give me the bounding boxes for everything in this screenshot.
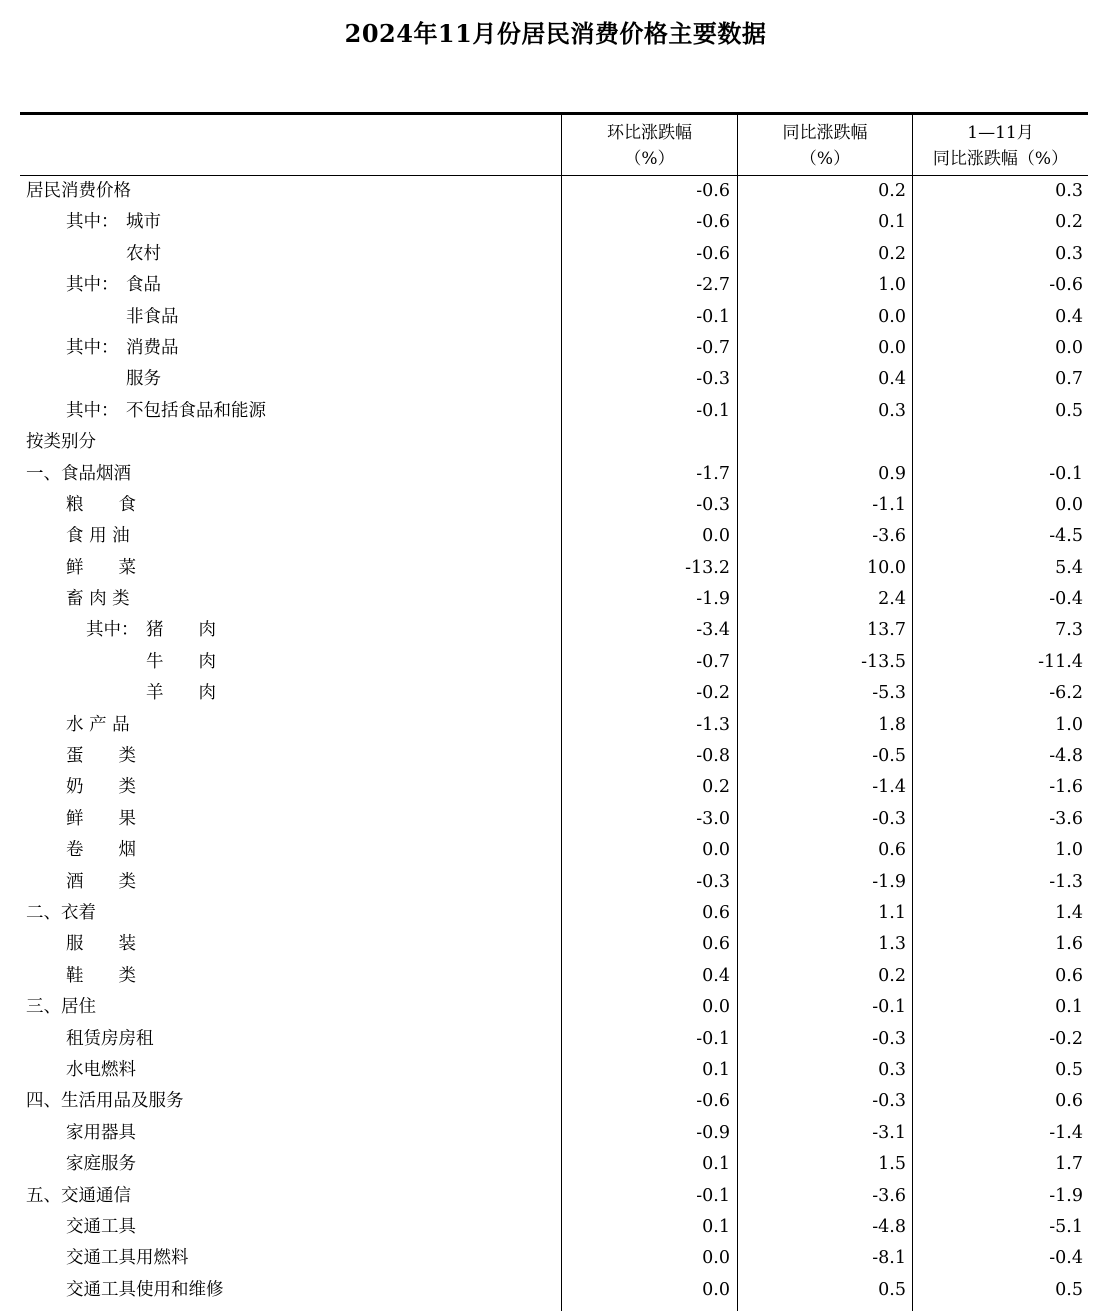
yoy-value: -1.9 (872, 871, 906, 892)
ytd-value: 1.0 (1055, 840, 1083, 861)
yoy-value: 2.4 (878, 589, 906, 610)
row-label: 鲜 果 (66, 808, 136, 829)
header-yoy-title: 同比涨跌幅 (782, 123, 868, 143)
mom-value: -3.4 (696, 620, 730, 641)
ytd-value: -1.6 (1049, 777, 1083, 798)
mom-value: -0.6 (696, 181, 730, 201)
row-label: 水 产 品 (66, 714, 130, 735)
header-mom-unit: （%） (624, 149, 675, 169)
row-label: 一、食品烟酒 (26, 463, 131, 484)
header-yoy (738, 118, 912, 174)
mom-value: -0.7 (696, 337, 730, 358)
table-row (20, 1181, 1088, 1212)
header-mom-title: 环比涨跌幅 (607, 123, 692, 143)
table-row (20, 584, 1088, 615)
yoy-value: 0.0 (878, 337, 906, 358)
table-row (20, 1086, 1088, 1117)
row-label: 家用器具 (66, 1122, 136, 1143)
row-label: 非食品 (126, 306, 179, 327)
row-label: 卷 烟 (66, 840, 136, 861)
ytd-value: 0.6 (1055, 965, 1083, 986)
ytd-value: 1.0 (1055, 714, 1083, 735)
ytd-value: -0.4 (1049, 1248, 1083, 1269)
ytd-value: 0.7 (1055, 369, 1083, 390)
table-row (20, 741, 1088, 772)
mom-value: -1.7 (696, 463, 730, 484)
mom-value: -0.9 (696, 1122, 730, 1143)
mom-value: 0.1 (702, 1154, 730, 1175)
table-row (20, 553, 1088, 584)
table-row (20, 1212, 1088, 1243)
mom-value: 0.0 (702, 997, 730, 1018)
row-label: 食品 (126, 275, 161, 296)
table-row (20, 364, 1088, 395)
table-top-rule (20, 112, 1088, 115)
row-label: 交通工具使用和维修 (66, 1279, 224, 1300)
row-label: 按类别分 (26, 432, 96, 453)
mom-value: -0.6 (696, 243, 730, 264)
mom-value: -0.7 (696, 651, 730, 672)
row-label: 猪 肉 (146, 620, 216, 641)
ytd-value: 0.4 (1055, 306, 1083, 327)
ytd-value: 5.4 (1055, 557, 1083, 578)
yoy-value: -1.4 (872, 777, 906, 798)
yoy-value: 1.5 (878, 1154, 906, 1175)
row-label: 粮 食 (66, 494, 136, 515)
ytd-value: -5.1 (1049, 1216, 1083, 1237)
table-row (20, 176, 1088, 207)
yoy-value: -0.3 (872, 808, 906, 829)
row-label: 服 装 (66, 934, 136, 955)
yoy-value: -0.3 (872, 1028, 906, 1049)
ytd-value: -6.2 (1049, 683, 1083, 704)
ytd-value: 1.7 (1055, 1154, 1083, 1175)
mom-value: -13.2 (685, 557, 730, 578)
ytd-value: 0.5 (1055, 400, 1083, 421)
row-label: 鲜 菜 (66, 557, 136, 578)
table-row (20, 333, 1088, 364)
header-mom (562, 118, 737, 174)
mom-value: 0.0 (702, 1279, 730, 1300)
mom-value: 0.1 (702, 1059, 730, 1080)
yoy-value: 1.0 (878, 275, 906, 296)
mom-value: -0.3 (696, 369, 730, 390)
row-prefix: 其中： (66, 212, 119, 233)
ytd-value: -0.6 (1049, 275, 1083, 296)
table-row (20, 835, 1088, 866)
ytd-value (913, 427, 1083, 458)
yoy-value: 10.0 (867, 557, 906, 578)
ytd-value: -1.9 (1049, 1185, 1083, 1206)
yoy-value (738, 427, 906, 458)
row-label: 蛋 类 (66, 746, 136, 767)
table-row (20, 1275, 1088, 1306)
row-label: 奶 类 (66, 777, 136, 798)
yoy-value: -3.1 (872, 1122, 906, 1143)
yoy-value: -8.1 (872, 1248, 906, 1269)
table-row (20, 867, 1088, 898)
row-label: 交通工具 (66, 1216, 136, 1237)
yoy-value: -0.5 (872, 746, 906, 767)
table-row (20, 1243, 1088, 1274)
row-label: 居民消费价格 (26, 181, 131, 201)
yoy-value: 13.7 (867, 620, 906, 641)
yoy-value: 1.8 (878, 714, 906, 735)
yoy-value: -13.5 (861, 651, 906, 672)
ytd-value: 0.3 (1055, 181, 1083, 201)
table-row (20, 459, 1088, 490)
ytd-value: 0.5 (1055, 1279, 1083, 1300)
table-row (20, 929, 1088, 960)
ytd-value: 1.4 (1055, 902, 1083, 923)
ytd-value: 0.2 (1055, 212, 1083, 233)
row-label: 五、交通通信 (26, 1185, 131, 1206)
row-label: 城市 (126, 212, 161, 233)
ytd-value: 1.6 (1055, 934, 1083, 955)
yoy-value: -4.8 (872, 1216, 906, 1237)
row-prefix: 其中： (66, 337, 119, 358)
ytd-value: 0.1 (1055, 997, 1083, 1018)
row-label: 交通工具用燃料 (66, 1248, 189, 1269)
yoy-value: 0.0 (878, 306, 906, 327)
table-row (20, 678, 1088, 709)
yoy-value: 0.9 (878, 463, 906, 484)
row-prefix: 其中： (66, 275, 119, 296)
row-label: 家庭服务 (66, 1154, 136, 1175)
ytd-value: -1.4 (1049, 1122, 1083, 1143)
ytd-value: -0.1 (1049, 463, 1083, 484)
mom-value: 0.1 (702, 1216, 730, 1237)
row-label: 牛 肉 (146, 651, 216, 672)
ytd-value: 0.6 (1055, 1091, 1083, 1112)
header-yoy-unit: （%） (799, 149, 851, 169)
row-prefix: 其中： (86, 620, 139, 641)
yoy-value: 1.1 (878, 902, 906, 923)
yoy-value: 0.3 (878, 1059, 906, 1080)
row-label: 二、衣着 (26, 902, 96, 923)
table-row (20, 710, 1088, 741)
table-body (20, 176, 1088, 1306)
mom-value: -1.3 (696, 714, 730, 735)
table-row (20, 647, 1088, 678)
yoy-value: 0.2 (878, 243, 906, 264)
row-label: 畜 肉 类 (66, 589, 130, 610)
table-row (20, 302, 1088, 333)
row-label: 农村 (126, 243, 161, 264)
yoy-value: -3.6 (872, 1185, 906, 1206)
ytd-value: -4.5 (1049, 526, 1083, 547)
mom-value: -1.9 (696, 589, 730, 610)
table-row (20, 521, 1088, 552)
table-row (20, 772, 1088, 803)
ytd-value: 0.0 (1055, 494, 1083, 515)
mom-value: -0.6 (696, 212, 730, 233)
mom-value: 0.0 (702, 840, 730, 861)
ytd-value: -0.4 (1049, 589, 1083, 610)
table-row (20, 239, 1088, 270)
yoy-value: -3.6 (872, 526, 906, 547)
mom-value: -0.1 (696, 306, 730, 327)
ytd-value: -11.4 (1038, 651, 1083, 672)
yoy-value: 0.4 (878, 369, 906, 390)
table-row (20, 961, 1088, 992)
row-label: 三、居住 (26, 997, 96, 1018)
mom-value: -0.2 (696, 683, 730, 704)
header-ytd-title: 同比涨跌幅（%） (932, 149, 1069, 169)
table-row (20, 1055, 1088, 1086)
yoy-value: -0.1 (872, 997, 906, 1018)
mom-value: 0.0 (702, 1248, 730, 1269)
yoy-value: 0.5 (878, 1279, 906, 1300)
yoy-value: -1.1 (872, 494, 906, 515)
row-label: 不包括食品和能源 (126, 400, 266, 421)
ytd-value: -4.8 (1049, 746, 1083, 767)
row-label: 水电燃料 (66, 1059, 136, 1080)
table-row (20, 898, 1088, 929)
mom-value: 0.6 (702, 934, 730, 955)
table-row (20, 270, 1088, 301)
yoy-value: -0.3 (872, 1091, 906, 1112)
row-label: 服务 (126, 369, 161, 390)
mom-value: 0.6 (702, 902, 730, 923)
mom-value: -0.1 (696, 400, 730, 421)
ytd-value: -1.3 (1049, 871, 1083, 892)
mom-value: -0.1 (696, 1028, 730, 1049)
mom-value: -3.0 (696, 808, 730, 829)
table-row (20, 992, 1088, 1023)
yoy-value: 1.3 (878, 934, 906, 955)
row-label: 四、生活用品及服务 (26, 1091, 184, 1112)
table-row (20, 207, 1088, 238)
yoy-value: 0.1 (878, 212, 906, 233)
table-row (20, 396, 1088, 427)
yoy-value: -5.3 (872, 683, 906, 704)
row-label: 食 用 油 (66, 526, 130, 547)
row-label: 鞋 类 (66, 965, 136, 986)
ytd-value: -3.6 (1049, 808, 1083, 829)
mom-value: -0.3 (696, 871, 730, 892)
ytd-value: 0.5 (1055, 1059, 1083, 1080)
table-row (20, 1024, 1088, 1055)
yoy-value: 0.3 (878, 400, 906, 421)
row-label: 租赁房房租 (66, 1028, 154, 1049)
mom-value: -0.6 (696, 1091, 730, 1112)
mom-value: -0.8 (696, 746, 730, 767)
mom-value: 0.4 (702, 965, 730, 986)
row-prefix: 其中： (66, 400, 119, 421)
yoy-value: 0.6 (878, 840, 906, 861)
header-ytd (913, 118, 1088, 174)
row-label: 酒 类 (66, 871, 136, 892)
mom-value: 0.0 (702, 526, 730, 547)
page-title: 2024年11月份居民消费价格主要数据 (344, 19, 767, 48)
ytd-value: 0.0 (1055, 337, 1083, 358)
row-label: 消费品 (126, 337, 179, 358)
mom-value: -2.7 (696, 275, 730, 296)
mom-value: 0.2 (702, 777, 730, 798)
row-label: 羊 肉 (146, 683, 216, 704)
table-row (20, 1118, 1088, 1149)
header-ytd-period: 1—11月 (967, 123, 1034, 143)
table-row (20, 804, 1088, 835)
mom-value (562, 427, 730, 458)
ytd-value: 0.3 (1055, 243, 1083, 264)
yoy-value: 0.2 (878, 965, 906, 986)
table-row (20, 490, 1088, 521)
mom-value: -0.1 (696, 1185, 730, 1206)
table-row (20, 427, 1088, 458)
mom-value: -0.3 (696, 494, 730, 515)
ytd-value: 7.3 (1055, 620, 1083, 641)
yoy-value: 0.2 (878, 181, 906, 201)
ytd-value: -0.2 (1049, 1028, 1083, 1049)
table-row (20, 615, 1088, 646)
table-row (20, 1149, 1088, 1180)
